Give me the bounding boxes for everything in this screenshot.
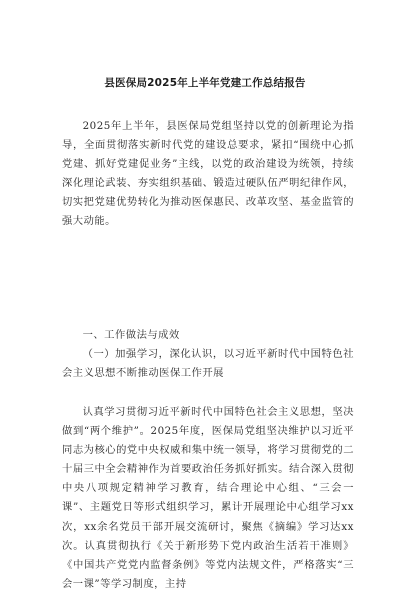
intro-paragraph: [62, 117, 354, 232]
paragraph-text: 2025年上半年，县医保局党组坚持以党的创新理论为指导，全面贯彻落实新时代党的建设总要求，紧扣“围绕中心抓党建、抓好党建促业务”主线，以党的政治建设为统领，持续深化理论武装、夯实组织基础、锻造过硬队伍严明纪律作风，切实把党建优势转化为推动医保惠民、改革攻坚、基金监管的强大动能。: [62, 120, 354, 228]
paragraph-text: 认真学习贯彻习近平新时代中国特色社会主义思想，坚决做到“两个维护”。2025年度，医保局党组坚决维护以习近平同志为核心的党中央权威和集中统一领导，将学习贯彻党的二十届三中全会精神作为首要政治任务抓好抓实。结合深入贯彻中央八项规定精神学习教育，结合理论中心组、“三会一课”、主题党日等形式组织学习，累计开展理论中心组学习xx次，xx余名党员干部开展交流研讨，聚焦《摘编》学习达xx次。认真贯彻执行《关于新形势下党内政治生活若干准则》《中国共产党党内监督条例》等党内法规文件，严格落实“三会一课”等学习制度，主持: [62, 406, 354, 590]
section-heading-text: 一、工作做法与成效: [82, 329, 180, 341]
body-paragraph: [62, 403, 354, 594]
subsection-heading: [62, 345, 354, 383]
document-title: 县医保局2025年上半年党建工作总结报告: [104, 77, 306, 89]
section-heading: [62, 326, 354, 345]
subsection-heading-text: （一）加强学习，深化认识，以习近平新时代中国特色社会主义思想不断推动医保工作开展: [62, 348, 354, 380]
